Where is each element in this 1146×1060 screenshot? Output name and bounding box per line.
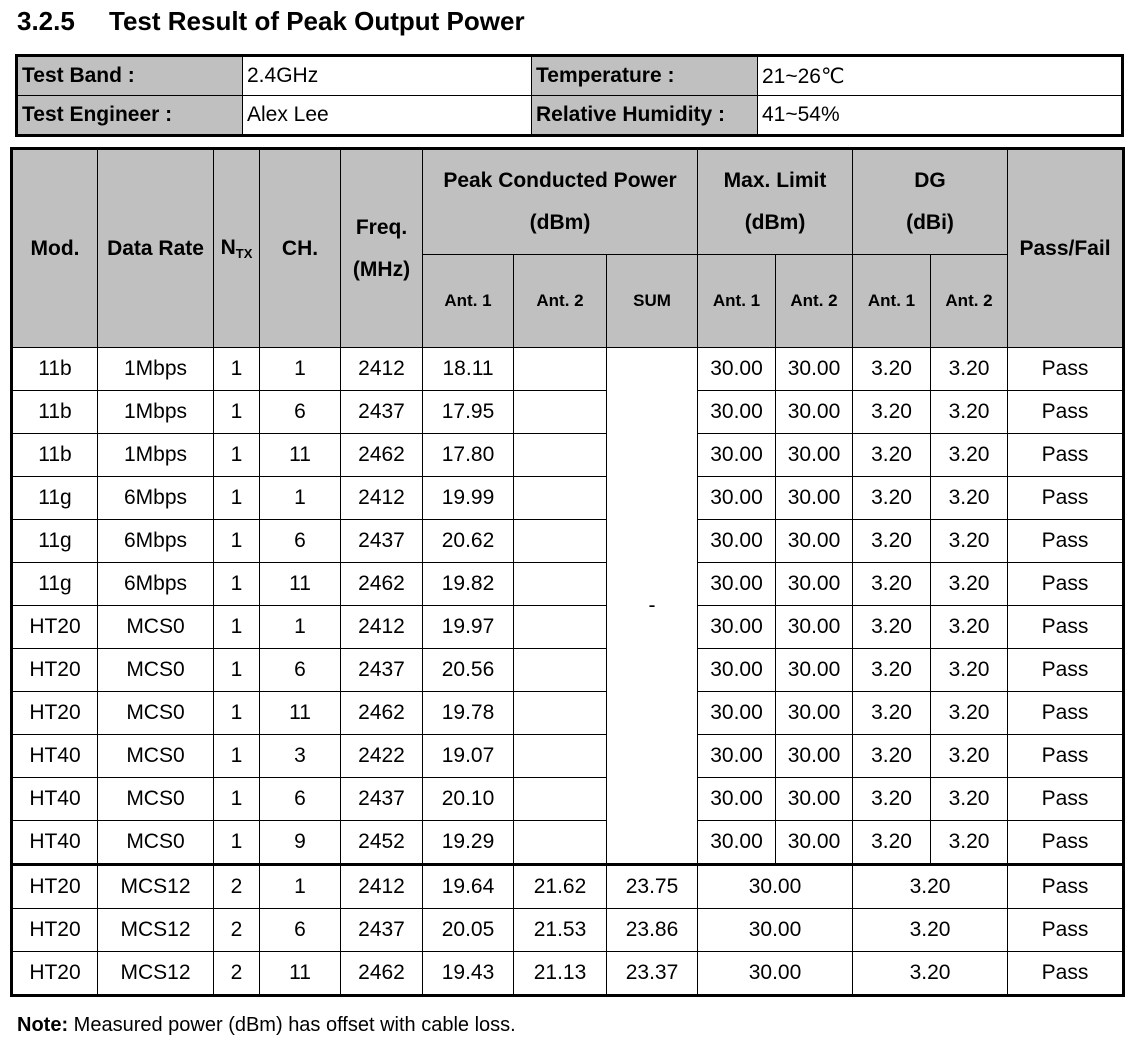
temperature-value: 21~26℃ — [758, 56, 1123, 96]
limit-ant2-cell: 30.00 — [776, 563, 853, 606]
mod-cell: 11g — [12, 477, 98, 520]
data-rate-cell: 1Mbps — [98, 434, 214, 477]
limit-ant1-cell: 30.00 — [698, 735, 776, 778]
limit-ant2-cell: 30.00 — [776, 735, 853, 778]
header-limit-line2: (dBm) — [744, 211, 806, 234]
limit-cell: 30.00 — [698, 909, 853, 952]
dg-ant2-cell: 3.20 — [931, 778, 1008, 821]
dg-ant1-cell: 3.20 — [853, 606, 931, 649]
header-dg — [853, 149, 1008, 255]
header-peak-ant2: Ant. 2 — [514, 255, 607, 348]
page-title — [17, 6, 525, 37]
data-rate-cell: 1Mbps — [98, 348, 214, 391]
header-freq-line1: Freq. — [355, 215, 408, 239]
data-rate-cell: MCS0 — [98, 821, 214, 865]
header-max-limit — [698, 149, 853, 255]
limit-ant1-cell: 30.00 — [698, 391, 776, 434]
humidity-label: Relative Humidity : — [532, 96, 758, 136]
peak-ant1-cell: 19.64 — [423, 865, 514, 909]
dg-ant2-cell: 3.20 — [931, 434, 1008, 477]
channel-cell: 9 — [260, 821, 341, 865]
mod-cell: HT40 — [12, 821, 98, 865]
table-row — [12, 692, 1124, 735]
channel-cell: 6 — [260, 778, 341, 821]
channel-cell: 11 — [260, 563, 341, 606]
pass-fail-cell: Pass — [1008, 778, 1124, 821]
peak-ant1-cell: 20.56 — [423, 649, 514, 692]
peak-ant2-cell — [514, 391, 607, 434]
limit-ant2-cell: 30.00 — [776, 649, 853, 692]
ntx-cell: 1 — [214, 649, 260, 692]
mod-cell: 11b — [12, 348, 98, 391]
pass-fail-cell: Pass — [1008, 520, 1124, 563]
freq-cell: 2462 — [341, 563, 423, 606]
limit-ant2-cell: 30.00 — [776, 606, 853, 649]
peak-sum-cell: - — [607, 348, 698, 865]
data-rate-cell: MCS12 — [98, 865, 214, 909]
pass-fail-cell: Pass — [1008, 391, 1124, 434]
data-rate-cell: MCS0 — [98, 649, 214, 692]
table-body — [12, 348, 1124, 996]
header-freq-line2: (MHz) — [352, 257, 411, 281]
dg-ant1-cell: 3.20 — [853, 563, 931, 606]
header-ntx-sub: TX — [235, 246, 253, 261]
limit-ant1-cell: 30.00 — [698, 477, 776, 520]
limit-ant2-cell: 30.00 — [776, 821, 853, 865]
peak-ant1-cell: 17.80 — [423, 434, 514, 477]
dg-cell: 3.20 — [853, 909, 1008, 952]
peak-ant2-cell — [514, 434, 607, 477]
peak-ant2-cell — [514, 649, 607, 692]
limit-ant1-cell: 30.00 — [698, 520, 776, 563]
peak-ant2-cell — [514, 606, 607, 649]
ntx-cell: 2 — [214, 909, 260, 952]
freq-cell: 2412 — [341, 606, 423, 649]
dg-ant1-cell: 3.20 — [853, 778, 931, 821]
header-peak-ant1: Ant. 1 — [423, 255, 514, 348]
dg-ant1-cell: 3.20 — [853, 348, 931, 391]
limit-ant1-cell: 30.00 — [698, 692, 776, 735]
engineer-label: Test Engineer : — [17, 96, 243, 136]
table-row — [12, 434, 1124, 477]
test-band-label: Test Band : — [17, 56, 243, 96]
mod-cell: HT20 — [12, 952, 98, 996]
table-row — [12, 952, 1124, 996]
peak-sum-cell: 23.86 — [607, 909, 698, 952]
peak-ant2-cell: 21.53 — [514, 909, 607, 952]
peak-ant1-cell: 20.05 — [423, 909, 514, 952]
mod-cell: 11b — [12, 391, 98, 434]
limit-ant1-cell: 30.00 — [698, 821, 776, 865]
data-rate-cell: 6Mbps — [98, 520, 214, 563]
mod-cell: HT20 — [12, 909, 98, 952]
limit-ant1-cell: 30.00 — [698, 348, 776, 391]
limit-ant1-cell: 30.00 — [698, 606, 776, 649]
dg-ant1-cell: 3.20 — [853, 735, 931, 778]
table-row — [12, 563, 1124, 606]
channel-cell: 11 — [260, 952, 341, 996]
dg-cell: 3.20 — [853, 952, 1008, 996]
pass-fail-cell: Pass — [1008, 563, 1124, 606]
dg-ant1-cell: 3.20 — [853, 391, 931, 434]
dg-ant2-cell: 3.20 — [931, 606, 1008, 649]
peak-ant2-cell: 21.13 — [514, 952, 607, 996]
mod-cell: HT40 — [12, 778, 98, 821]
peak-ant2-cell — [514, 477, 607, 520]
dg-ant1-cell: 3.20 — [853, 520, 931, 563]
freq-cell: 2437 — [341, 909, 423, 952]
peak-ant2-cell: 21.62 — [514, 865, 607, 909]
peak-ant1-cell: 19.29 — [423, 821, 514, 865]
channel-cell: 1 — [260, 865, 341, 909]
data-rate-cell: 6Mbps — [98, 563, 214, 606]
pass-fail-cell: Pass — [1008, 692, 1124, 735]
table-row — [12, 606, 1124, 649]
header-peak-sum: SUM — [607, 255, 698, 348]
channel-cell: 6 — [260, 391, 341, 434]
data-rate-cell: MCS0 — [98, 606, 214, 649]
dg-ant2-cell: 3.20 — [931, 563, 1008, 606]
ntx-cell: 1 — [214, 606, 260, 649]
header-limit-ant1: Ant. 1 — [698, 255, 776, 348]
freq-cell: 2462 — [341, 434, 423, 477]
pass-fail-cell: Pass — [1008, 477, 1124, 520]
channel-cell: 11 — [260, 434, 341, 477]
limit-ant1-cell: 30.00 — [698, 434, 776, 477]
header-dg-line2: (dBi) — [906, 211, 954, 234]
header-ntx-main: N — [220, 236, 236, 259]
limit-ant2-cell: 30.00 — [776, 778, 853, 821]
peak-ant2-cell — [514, 348, 607, 391]
data-rate-cell: MCS12 — [98, 909, 214, 952]
engineer-value: Alex Lee — [243, 96, 532, 136]
ntx-cell: 1 — [214, 692, 260, 735]
limit-ant1-cell: 30.00 — [698, 649, 776, 692]
header-peak-line1: Peak Conducted Power — [443, 169, 677, 192]
pass-fail-cell: Pass — [1008, 865, 1124, 909]
section-number: 3.2.5 — [17, 6, 75, 36]
dg-cell: 3.20 — [853, 865, 1008, 909]
peak-ant2-cell — [514, 563, 607, 606]
limit-ant2-cell: 30.00 — [776, 692, 853, 735]
dg-ant2-cell: 3.20 — [931, 348, 1008, 391]
header-freq — [341, 149, 423, 348]
pass-fail-cell: Pass — [1008, 952, 1124, 996]
ntx-cell: 1 — [214, 477, 260, 520]
dg-ant1-cell: 3.20 — [853, 434, 931, 477]
freq-cell: 2412 — [341, 348, 423, 391]
table-row — [12, 649, 1124, 692]
dg-ant2-cell: 3.20 — [931, 735, 1008, 778]
note-label: Note: — [17, 1014, 69, 1036]
pass-fail-cell: Pass — [1008, 821, 1124, 865]
channel-cell: 6 — [260, 649, 341, 692]
limit-ant2-cell: 30.00 — [776, 520, 853, 563]
limit-ant2-cell: 30.00 — [776, 391, 853, 434]
peak-ant1-cell: 19.99 — [423, 477, 514, 520]
ntx-cell: 2 — [214, 952, 260, 996]
peak-ant2-cell — [514, 778, 607, 821]
note-text: Measured power (dBm) has offset with cable loss. — [68, 1014, 516, 1036]
limit-cell: 30.00 — [698, 952, 853, 996]
ntx-cell: 1 — [214, 821, 260, 865]
dg-ant2-cell: 3.20 — [931, 391, 1008, 434]
header-ch: CH. — [260, 149, 341, 348]
peak-ant1-cell: 19.07 — [423, 735, 514, 778]
header-peak-power — [423, 149, 698, 255]
header-peak-line2: (dBm) — [529, 211, 591, 234]
header-data-rate: Data Rate — [98, 149, 214, 348]
mod-cell: HT20 — [12, 606, 98, 649]
pass-fail-cell: Pass — [1008, 909, 1124, 952]
channel-cell: 6 — [260, 520, 341, 563]
data-rate-cell: 1Mbps — [98, 391, 214, 434]
pass-fail-cell: Pass — [1008, 434, 1124, 477]
section-title: Test Result of Peak Output Power — [109, 6, 525, 36]
table-row — [12, 865, 1124, 909]
mod-cell: 11g — [12, 520, 98, 563]
temperature-label: Temperature : — [532, 56, 758, 96]
peak-ant2-cell — [514, 520, 607, 563]
ntx-cell: 1 — [214, 778, 260, 821]
table-row — [12, 821, 1124, 865]
data-rate-cell: 6Mbps — [98, 477, 214, 520]
channel-cell: 3 — [260, 735, 341, 778]
dg-ant2-cell: 3.20 — [931, 821, 1008, 865]
test-info-table — [15, 54, 1124, 137]
freq-cell: 2437 — [341, 520, 423, 563]
ntx-cell: 1 — [214, 520, 260, 563]
peak-ant1-cell: 18.11 — [423, 348, 514, 391]
mod-cell: 11g — [12, 563, 98, 606]
mod-cell: HT20 — [12, 865, 98, 909]
peak-ant1-cell: 19.78 — [423, 692, 514, 735]
pass-fail-cell: Pass — [1008, 348, 1124, 391]
table-row — [12, 735, 1124, 778]
ntx-cell: 1 — [214, 391, 260, 434]
freq-cell: 2412 — [341, 865, 423, 909]
limit-ant2-cell: 30.00 — [776, 477, 853, 520]
peak-ant2-cell — [514, 821, 607, 865]
header-limit-ant2: Ant. 2 — [776, 255, 853, 348]
dg-ant1-cell: 3.20 — [853, 692, 931, 735]
header-dg-ant2: Ant. 2 — [931, 255, 1008, 348]
peak-ant2-cell — [514, 692, 607, 735]
peak-ant1-cell: 19.43 — [423, 952, 514, 996]
dg-ant2-cell: 3.20 — [931, 692, 1008, 735]
freq-cell: 2452 — [341, 821, 423, 865]
note — [17, 1014, 516, 1037]
limit-cell: 30.00 — [698, 865, 853, 909]
dg-ant1-cell: 3.20 — [853, 649, 931, 692]
channel-cell: 1 — [260, 606, 341, 649]
dg-ant1-cell: 3.20 — [853, 477, 931, 520]
ntx-cell: 1 — [214, 434, 260, 477]
table-row — [12, 909, 1124, 952]
humidity-value: 41~54% — [758, 96, 1123, 136]
data-rate-cell: MCS12 — [98, 952, 214, 996]
header-limit-line1: Max. Limit — [723, 169, 827, 192]
freq-cell: 2422 — [341, 735, 423, 778]
pass-fail-cell: Pass — [1008, 606, 1124, 649]
limit-ant2-cell: 30.00 — [776, 434, 853, 477]
mod-cell: HT40 — [12, 735, 98, 778]
peak-ant1-cell: 17.95 — [423, 391, 514, 434]
peak-ant1-cell: 20.62 — [423, 520, 514, 563]
peak-ant1-cell: 19.82 — [423, 563, 514, 606]
header-pass-fail: Pass/Fail — [1008, 149, 1124, 348]
table-row — [12, 778, 1124, 821]
ntx-cell: 1 — [214, 563, 260, 606]
dg-ant2-cell: 3.20 — [931, 520, 1008, 563]
data-rate-cell: MCS0 — [98, 778, 214, 821]
mod-cell: 11b — [12, 434, 98, 477]
peak-ant1-cell: 20.10 — [423, 778, 514, 821]
dg-ant2-cell: 3.20 — [931, 649, 1008, 692]
table-row — [12, 477, 1124, 520]
channel-cell: 1 — [260, 477, 341, 520]
limit-ant1-cell: 30.00 — [698, 563, 776, 606]
header-dg-ant1: Ant. 1 — [853, 255, 931, 348]
data-rate-cell: MCS0 — [98, 735, 214, 778]
freq-cell: 2437 — [341, 649, 423, 692]
freq-cell: 2437 — [341, 778, 423, 821]
header-mod: Mod. — [12, 149, 98, 348]
table-row — [12, 520, 1124, 563]
peak-sum-cell: 23.75 — [607, 865, 698, 909]
header-dg-line1: DG — [914, 169, 946, 192]
pass-fail-cell: Pass — [1008, 649, 1124, 692]
dg-ant2-cell: 3.20 — [931, 477, 1008, 520]
table-row — [12, 348, 1124, 391]
limit-ant1-cell: 30.00 — [698, 778, 776, 821]
channel-cell: 6 — [260, 909, 341, 952]
limit-ant2-cell: 30.00 — [776, 348, 853, 391]
freq-cell: 2462 — [341, 692, 423, 735]
mod-cell: HT20 — [12, 649, 98, 692]
ntx-cell: 1 — [214, 348, 260, 391]
header-ntx — [214, 149, 260, 348]
data-rate-cell: MCS0 — [98, 692, 214, 735]
channel-cell: 11 — [260, 692, 341, 735]
pass-fail-cell: Pass — [1008, 735, 1124, 778]
dg-ant1-cell: 3.20 — [853, 821, 931, 865]
freq-cell: 2412 — [341, 477, 423, 520]
test-band-value: 2.4GHz — [243, 56, 532, 96]
peak-ant1-cell: 19.97 — [423, 606, 514, 649]
ntx-cell: 2 — [214, 865, 260, 909]
peak-sum-cell: 23.37 — [607, 952, 698, 996]
channel-cell: 1 — [260, 348, 341, 391]
peak-power-table — [10, 147, 1125, 997]
mod-cell: HT20 — [12, 692, 98, 735]
freq-cell: 2462 — [341, 952, 423, 996]
peak-ant2-cell — [514, 735, 607, 778]
ntx-cell: 1 — [214, 735, 260, 778]
freq-cell: 2437 — [341, 391, 423, 434]
table-row — [12, 391, 1124, 434]
